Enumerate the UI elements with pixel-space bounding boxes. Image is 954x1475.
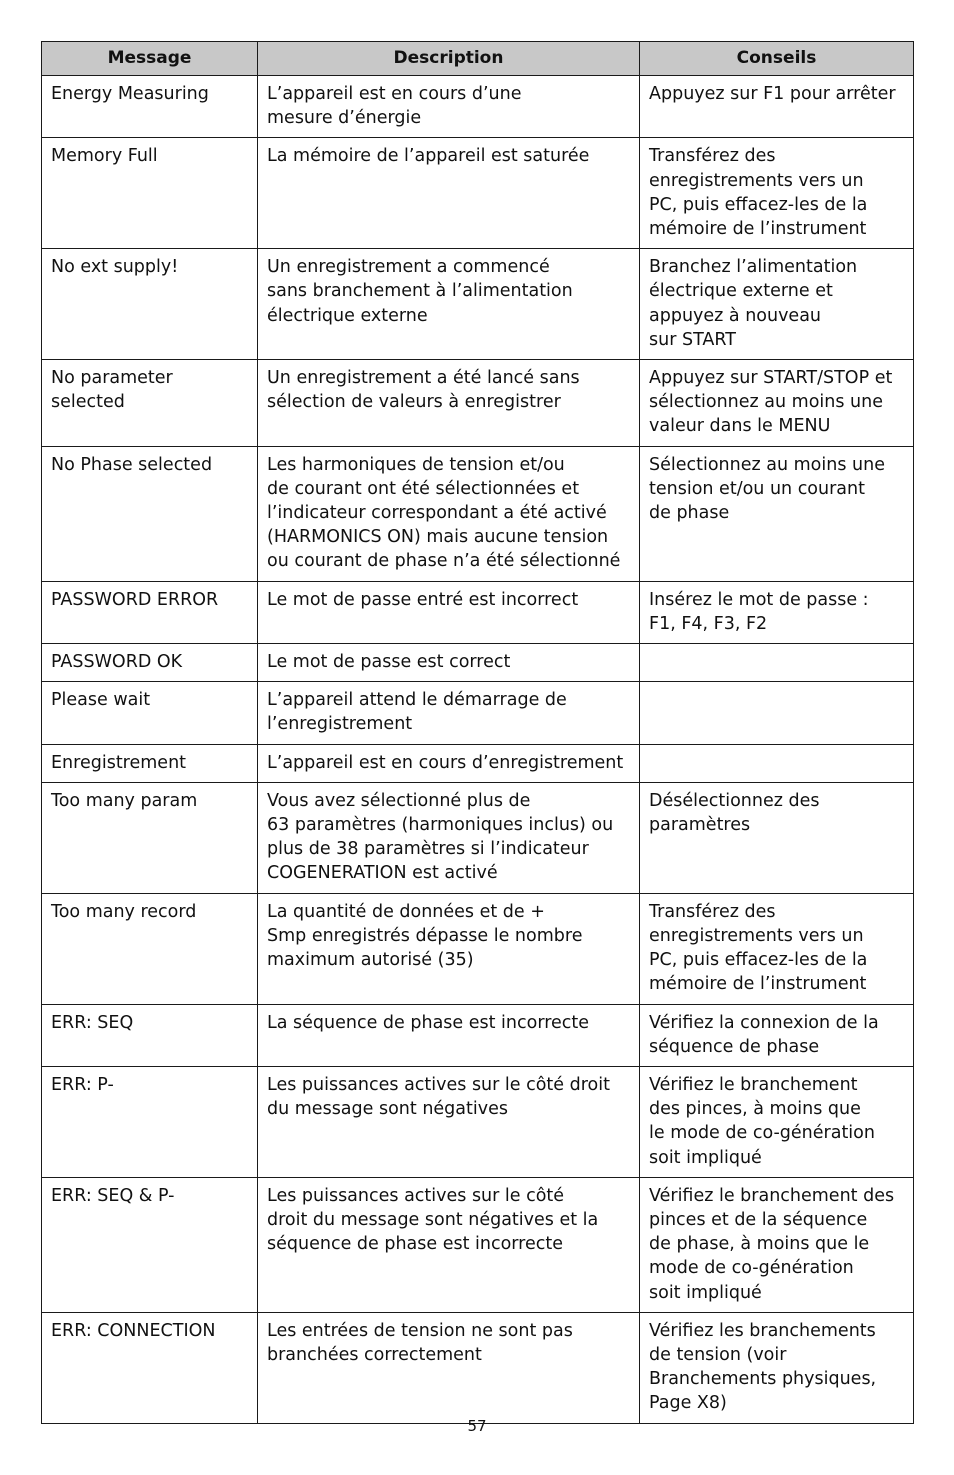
table-row — [42, 1004, 914, 1066]
table-row — [42, 138, 914, 249]
cell-description: L’appareil est en cours d’une mesure d’énergie — [258, 76, 640, 138]
cell-conseils — [640, 644, 914, 682]
table-row — [42, 1177, 914, 1312]
cell-message: Please wait — [42, 682, 258, 744]
cell-description: L’appareil est en cours d’enregistrement — [258, 744, 640, 782]
cell-message: PASSWORD ERROR — [42, 581, 258, 643]
table-row — [42, 1312, 914, 1423]
header-message: Message — [42, 42, 258, 76]
error-message-table — [41, 41, 914, 1424]
cell-message: ERR: SEQ & P- — [42, 1177, 258, 1312]
cell-description: La mémoire de l’appareil est saturée — [258, 138, 640, 249]
cell-conseils: Vérifiez la connexion de la séquence de phase — [640, 1004, 914, 1066]
table-header-row — [42, 42, 914, 76]
cell-description: Les puissances actives sur le côté droit du message sont négatives et la séquence de phase est incorrecte — [258, 1177, 640, 1312]
cell-message: No ext supply! — [42, 249, 258, 360]
cell-description: Les harmoniques de tension et/ou de courant ont été sélectionnées et l’indicateur correspondant a été activé (HARMONICS ON) mais aucune tension ou courant de phase n’a été sélectionné — [258, 446, 640, 581]
cell-message: ERR: CONNECTION — [42, 1312, 258, 1423]
cell-conseils: Vérifiez le branchement des pinces et de la séquence de phase, à moins que le mode de co-génération soit impliqué — [640, 1177, 914, 1312]
cell-conseils: Vérifiez les branchements de tension (voir Branchements physiques, Page X8) — [640, 1312, 914, 1423]
cell-description: Les entrées de tension ne sont pas branchées correctement — [258, 1312, 640, 1423]
cell-conseils: Appuyez sur F1 pour arrêter — [640, 76, 914, 138]
table-row — [42, 249, 914, 360]
cell-description: Le mot de passe entré est incorrect — [258, 581, 640, 643]
cell-description: L’appareil attend le démarrage de l’enregistrement — [258, 682, 640, 744]
table-row — [42, 76, 914, 138]
table-row — [42, 1066, 914, 1177]
header-conseils: Conseils — [640, 42, 914, 76]
cell-conseils — [640, 682, 914, 744]
table-row — [42, 782, 914, 893]
cell-conseils: Branchez l’alimentation électrique externe et appuyez à nouveau sur START — [640, 249, 914, 360]
cell-message: No parameter selected — [42, 360, 258, 447]
table-row — [42, 360, 914, 447]
page-number: 57 — [467, 1417, 487, 1435]
cell-conseils — [640, 744, 914, 782]
cell-description: Le mot de passe est correct — [258, 644, 640, 682]
cell-message: Enregistrement — [42, 744, 258, 782]
table-row — [42, 446, 914, 581]
table-row — [42, 893, 914, 1004]
cell-description: Les puissances actives sur le côté droit du message sont négatives — [258, 1066, 640, 1177]
cell-description: La quantité de données et de + Smp enregistrés dépasse le nombre maximum autorisé (35) — [258, 893, 640, 1004]
header-description: Description — [258, 42, 640, 76]
table-row — [42, 581, 914, 643]
cell-description: Un enregistrement a commencé sans branchement à l’alimentation électrique externe — [258, 249, 640, 360]
cell-conseils: Vérifiez le branchement des pinces, à moins que le mode de co-génération soit impliqué — [640, 1066, 914, 1177]
cell-conseils: Appuyez sur START/STOP et sélectionnez au moins une valeur dans le MENU — [640, 360, 914, 447]
cell-message: Too many record — [42, 893, 258, 1004]
cell-message: Energy Measuring — [42, 76, 258, 138]
cell-message: PASSWORD OK — [42, 644, 258, 682]
cell-message: ERR: SEQ — [42, 1004, 258, 1066]
cell-description: Un enregistrement a été lancé sans sélection de valeurs à enregistrer — [258, 360, 640, 447]
table-row — [42, 644, 914, 682]
cell-message: ERR: P- — [42, 1066, 258, 1177]
cell-conseils: Insérez le mot de passe : F1, F4, F3, F2 — [640, 581, 914, 643]
cell-message: No Phase selected — [42, 446, 258, 581]
cell-conseils: Transférez des enregistrements vers un PC, puis effacez-les de la mémoire de l’instrument — [640, 138, 914, 249]
cell-description: La séquence de phase est incorrecte — [258, 1004, 640, 1066]
cell-message: Memory Full — [42, 138, 258, 249]
cell-description: Vous avez sélectionné plus de 63 paramètres (harmoniques inclus) ou plus de 38 paramètres si l’indicateur COGENERATION est activé — [258, 782, 640, 893]
cell-conseils: Désélectionnez des paramètres — [640, 782, 914, 893]
table-row — [42, 744, 914, 782]
table-row — [42, 682, 914, 744]
cell-conseils: Sélectionnez au moins une tension et/ou un courant de phase — [640, 446, 914, 581]
cell-message: Too many param — [42, 782, 258, 893]
cell-conseils: Transférez des enregistrements vers un PC, puis effacez-les de la mémoire de l’instrument — [640, 893, 914, 1004]
